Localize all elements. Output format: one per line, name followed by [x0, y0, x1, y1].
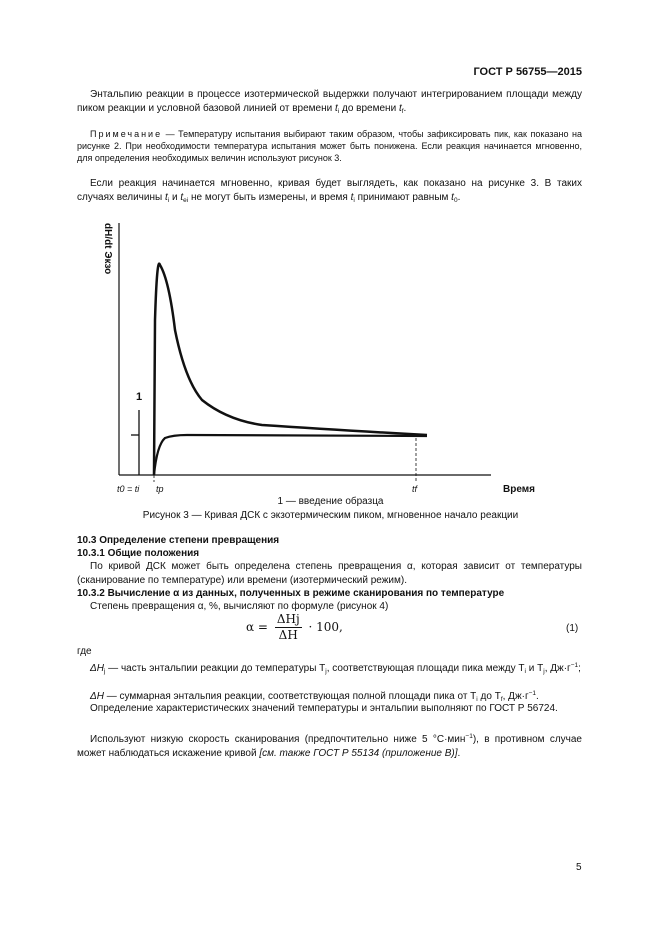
note-text: — Температуру испытания выбирают таким образом, чтобы зафиксировать пик, как показано на рисунке 2. При необходимости температура испытания может быть понижена. Если реакция начинается мгновенно, для определения необходимых величин используют рисунок 3.	[77, 129, 582, 163]
definition-delta-hj	[77, 659, 582, 679]
formula-1	[246, 612, 343, 644]
paragraph-instant-reaction	[77, 177, 582, 207]
symbol-t: t	[451, 191, 454, 203]
tick-label-tf: tf	[412, 484, 418, 494]
document-code: ГОСТ Р 56755—2015	[473, 66, 582, 78]
formula-denominator: ΔH	[278, 628, 298, 642]
subscript: 0	[453, 196, 458, 204]
subscript: j	[325, 668, 327, 675]
formula-numerator: ΔHj	[276, 612, 300, 626]
formula-fraction	[275, 612, 302, 643]
subscript: j	[103, 668, 106, 675]
superscript: −1	[528, 690, 537, 697]
text: Если реакция начинается мгновенно, кривая будет выглядеть, как показано на рисунке 3. В таких случаях величины	[77, 178, 582, 203]
dsc-curve-figure	[77, 220, 582, 505]
text: , Дж·г	[502, 691, 529, 702]
superscript: −1	[465, 733, 473, 740]
text: до времени	[339, 102, 399, 114]
text: .	[457, 191, 461, 203]
text: не могут быть измерены, и время	[188, 191, 351, 203]
text: до T	[477, 691, 501, 702]
where-label: где	[77, 646, 92, 657]
subscript: i	[353, 196, 355, 204]
symbol-t: t	[334, 102, 338, 114]
superscript: −1	[570, 662, 579, 669]
subscript: ei	[183, 196, 189, 204]
text: — суммарная энтальпия реакции, соответствующая полной площади пика от T	[103, 691, 477, 702]
symbol-t: t	[398, 102, 402, 114]
text: ;	[578, 663, 581, 674]
paragraph-scan-rate	[77, 730, 582, 760]
subscript: f	[401, 107, 404, 115]
tick-label-tp: tp	[156, 484, 164, 494]
text: .	[457, 747, 461, 759]
symbol-t: t	[180, 191, 184, 203]
text: .	[536, 691, 539, 702]
x-axis-label: Время	[503, 484, 535, 495]
paragraph-characteristic-values: Определение характеристических значений температуры и энтальпии выполняют по ГОСТ Р 56724.	[90, 703, 558, 714]
symbol-t: t	[164, 191, 168, 203]
symbol-t: t	[350, 191, 354, 203]
heading-10-3: 10.3 Определение степени превращения	[77, 535, 280, 546]
figure-legend: 1 — введение образца	[277, 496, 384, 507]
text: и	[169, 191, 181, 203]
formula-lhs: α =	[246, 620, 268, 634]
subscript: j	[543, 668, 545, 675]
subscript: i	[524, 668, 526, 675]
paragraph-general: По кривой ДСК может быть определена степень превращения α, которая зависит от температуры (сканирование по температуре) или времени (изотермический режим).	[77, 561, 582, 586]
baseline-curve	[154, 435, 427, 475]
heading-10-3-2: 10.3.2 Вычисление α из данных, полученных в режиме сканирования по температуре	[77, 588, 505, 599]
text: , соответствующая площади пика между T	[326, 663, 525, 674]
text: , Дж·г	[544, 663, 571, 674]
note-label: Примечание	[90, 129, 163, 139]
text: Используют низкую скорость сканирования (предпочтительно ниже 5 °С·мин	[90, 734, 466, 745]
text: и T	[525, 663, 544, 674]
y-axis-label: dH/dt Экзо	[102, 223, 113, 275]
symbol-delta-h: ΔH	[90, 691, 104, 702]
text: Энтальпию реакции в процессе изотермической выдержки получают интегрированием площади между пиком реакции и условной базовой линией от времени	[77, 89, 582, 114]
equation-number: (1)	[566, 623, 579, 634]
paragraph-enthalpy	[77, 88, 582, 118]
subscript: f	[500, 696, 503, 703]
subscript: i	[167, 196, 170, 204]
note-paragraph	[77, 128, 582, 164]
text: .	[403, 102, 407, 114]
text: принимают равным	[354, 191, 452, 203]
text: ), в противном случае может наблюдаться искажение кривой	[77, 734, 582, 759]
page-number: 5	[576, 862, 582, 873]
symbol-delta-h: ΔH	[90, 663, 104, 674]
formula-rhs: · 100,	[308, 620, 343, 634]
exothermic-peak-curve	[154, 264, 427, 475]
text: — часть энтальпии реакции до температуры T	[105, 663, 326, 674]
formula-intro: Степень превращения α, %, вычисляют по формуле (рисунок 4)	[90, 601, 389, 612]
heading-10-3-1: 10.3.1 Общие положения	[77, 548, 200, 559]
reference-text: [см. также ГОСТ Р 55134 (приложение В)]	[259, 747, 458, 759]
subscript: i	[337, 107, 340, 115]
subscript: i	[476, 696, 478, 703]
tick-label-t0-ti: t0 = ti	[117, 484, 140, 494]
figure-caption: Рисунок 3 — Кривая ДСК с экзотермическим пиком, мгновенное начало реакции	[142, 510, 519, 521]
marker-label: 1	[136, 391, 143, 403]
